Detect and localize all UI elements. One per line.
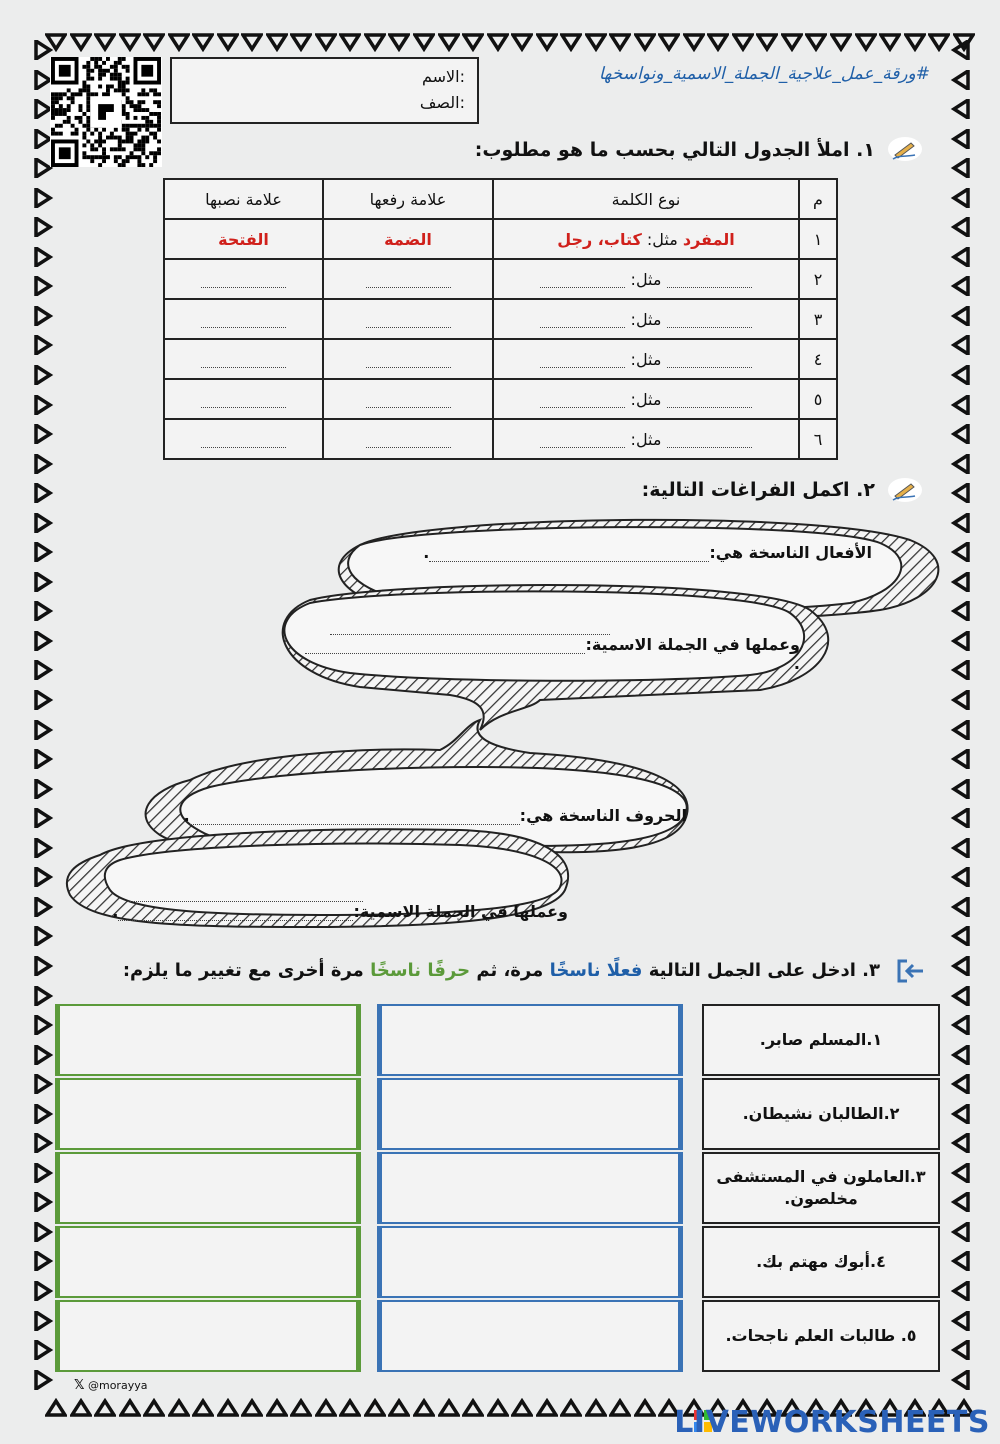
border-triangle (364, 32, 386, 52)
x-logo-icon: 𝕏 (74, 1378, 85, 1393)
border-triangle (32, 335, 54, 355)
top-border (45, 32, 975, 56)
border-triangle (32, 572, 54, 592)
verb-answer-box[interactable] (377, 1226, 683, 1298)
qr-code (50, 57, 162, 167)
table-row: ٤ مثل: (164, 339, 837, 379)
border-triangle (950, 1251, 972, 1271)
border-triangle (950, 1311, 972, 1331)
sentence-box: ٣.العاملون في المستشفى مخلصون. (702, 1152, 940, 1224)
border-triangle (32, 1074, 54, 1094)
pencil-icon (885, 135, 925, 163)
raf-blank[interactable] (366, 353, 451, 368)
border-triangle (290, 1398, 312, 1418)
border-triangle (32, 631, 54, 651)
border-triangle (32, 1192, 54, 1212)
border-triangle (70, 32, 92, 52)
border-triangle (339, 1398, 361, 1418)
border-triangle (950, 1370, 972, 1390)
border-triangle (32, 808, 54, 828)
border-triangle (950, 483, 972, 503)
nasb-blank[interactable] (201, 353, 286, 368)
border-triangle (32, 779, 54, 799)
border-triangle (950, 1222, 972, 1242)
header-num: م (799, 179, 837, 219)
border-triangle (32, 1222, 54, 1242)
author-handle: 𝕏 @morayya (70, 1378, 151, 1393)
border-triangle (781, 32, 803, 52)
border-triangle (32, 217, 54, 237)
example-blank[interactable] (540, 273, 625, 288)
border-triangle (241, 1398, 263, 1418)
border-triangle (950, 1074, 972, 1094)
border-triangle (830, 32, 852, 52)
border-triangle (950, 631, 972, 651)
nasb-answer[interactable]: الفتحة (218, 229, 269, 249)
border-triangle (32, 867, 54, 887)
border-triangle (950, 542, 972, 562)
border-triangle (32, 395, 54, 415)
letter-answer-box[interactable] (55, 1226, 361, 1298)
border-triangle (462, 1398, 484, 1418)
bubble-3: الحروف الناسخة هي:. (183, 806, 687, 825)
header-type: نوع الكلمة (493, 179, 799, 219)
border-triangle (32, 838, 54, 858)
q3-title: ٣. ادخل على الجمل التالية فعلًا ناسخًا مرة، ثم حرفًا ناسخًا مرة أخرى مع تغيير ما يلزم: (122, 960, 880, 981)
nasb-blank[interactable] (201, 433, 286, 448)
border-triangle (950, 1192, 972, 1212)
border-triangle (32, 276, 54, 296)
raf-blank[interactable] (366, 313, 451, 328)
verbs-effect-blank-1[interactable] (330, 624, 610, 635)
border-triangle (70, 1398, 92, 1418)
border-triangle (634, 1398, 656, 1418)
border-triangle (32, 1251, 54, 1271)
border-triangle (904, 32, 926, 52)
border-triangle (609, 32, 631, 52)
border-triangle (805, 32, 827, 52)
liveworksheets-brand: LIVEWORKSHEETS (674, 1405, 990, 1440)
border-triangle (339, 32, 361, 52)
border-triangle (732, 32, 754, 52)
border-triangle (950, 188, 972, 208)
q1-table (163, 178, 838, 460)
border-triangle (536, 1398, 558, 1418)
border-triangle (950, 1133, 972, 1153)
sentence-box: ٤.أبوك مهتم بك. (702, 1226, 940, 1298)
border-triangle (950, 1163, 972, 1183)
border-triangle (32, 601, 54, 621)
border-triangle (950, 247, 972, 267)
border-triangle (32, 1281, 54, 1301)
type-blank[interactable] (667, 313, 752, 328)
example-answer[interactable]: كتاب، رجل (557, 229, 642, 249)
border-triangle (950, 454, 972, 474)
border-triangle (143, 1398, 165, 1418)
left-border (32, 40, 56, 1390)
speech-bubbles (60, 515, 940, 935)
border-triangle (438, 32, 460, 52)
border-triangle (536, 32, 558, 52)
raf-answer[interactable]: الضمة (384, 229, 432, 249)
border-triangle (756, 32, 778, 52)
border-triangle (192, 1398, 214, 1418)
border-triangle (950, 276, 972, 296)
verbs-effect-blank-2[interactable] (305, 643, 585, 654)
border-triangle (413, 1398, 435, 1418)
border-triangle (290, 32, 312, 52)
example-blank[interactable] (540, 393, 625, 408)
letter-answer-box[interactable] (55, 1152, 361, 1224)
nasb-blank[interactable] (201, 313, 286, 328)
border-triangle (32, 1370, 54, 1390)
border-triangle (879, 32, 901, 52)
type-cell: المفرد مثل: كتاب، رجل (493, 219, 799, 259)
border-triangle (388, 32, 410, 52)
letter-answer-box[interactable] (55, 1004, 361, 1076)
border-triangle (950, 1015, 972, 1035)
verb-answer-box[interactable] (377, 1078, 683, 1150)
border-triangle (94, 1398, 116, 1418)
border-triangle (32, 1015, 54, 1035)
type-answer[interactable]: المفرد (682, 229, 735, 249)
table-row: ٥ مثل: (164, 379, 837, 419)
letters-effect-blank-2[interactable] (118, 910, 353, 921)
border-triangle (585, 1398, 607, 1418)
border-triangle (217, 32, 239, 52)
border-triangle (315, 1398, 337, 1418)
letters-effect-blank-1[interactable] (128, 891, 363, 902)
letter-answer-box[interactable] (55, 1078, 361, 1150)
border-triangle (119, 1398, 141, 1418)
border-triangle (707, 32, 729, 52)
border-triangle (950, 660, 972, 680)
border-triangle (32, 247, 54, 267)
border-triangle (928, 32, 950, 52)
border-triangle (32, 1340, 54, 1360)
border-triangle (364, 1398, 386, 1418)
border-triangle (950, 129, 972, 149)
border-triangle (950, 365, 972, 385)
bubble-4: وعملها في الجملة الاسمية:. (98, 883, 568, 921)
border-triangle (950, 217, 972, 237)
border-triangle (32, 454, 54, 474)
border-triangle (511, 1398, 533, 1418)
verb-answer-box[interactable] (377, 1300, 683, 1372)
type-blank[interactable] (667, 353, 752, 368)
name-label: الاسم: (421, 67, 465, 86)
border-triangle (855, 32, 877, 52)
border-triangle (950, 1281, 972, 1301)
sentence-box: ٥. طالبات العلم ناجحات. (702, 1300, 940, 1372)
type-blank[interactable] (667, 273, 752, 288)
border-triangle (950, 749, 972, 769)
border-triangle (32, 483, 54, 503)
border-triangle (609, 1398, 631, 1418)
border-triangle (634, 32, 656, 52)
table-row: ١ المفرد مثل: كتاب، رجل الضمة الفتحة (164, 219, 837, 259)
border-triangle (683, 32, 705, 52)
class-label: الصف: (419, 93, 465, 112)
border-triangle (32, 956, 54, 976)
right-border (950, 40, 974, 1390)
type-blank[interactable] (667, 433, 752, 448)
raf-blank[interactable] (366, 393, 451, 408)
border-triangle (119, 32, 141, 52)
border-triangle (950, 720, 972, 740)
border-triangle (192, 32, 214, 52)
border-triangle (32, 188, 54, 208)
border-triangle (32, 1045, 54, 1065)
border-triangle (950, 70, 972, 90)
border-triangle (32, 365, 54, 385)
border-triangle (950, 572, 972, 592)
border-triangle (32, 690, 54, 710)
border-triangle (32, 306, 54, 326)
table-row: ٦ مثل: (164, 419, 837, 459)
border-triangle (32, 513, 54, 533)
border-triangle (950, 986, 972, 1006)
border-triangle (217, 1398, 239, 1418)
pencil-icon (885, 476, 925, 504)
table-row: ٢ مثل: (164, 259, 837, 299)
border-triangle (32, 1133, 54, 1153)
q1-title: ١. املأ الجدول التالي بحسب ما هو مطلوب: (474, 139, 875, 161)
border-triangle (462, 32, 484, 52)
bubble-1: الأفعال الناسخة هي:. (423, 543, 872, 562)
border-triangle (950, 40, 972, 60)
verbs-blank[interactable] (429, 551, 709, 562)
border-triangle (94, 32, 116, 52)
border-triangle (950, 601, 972, 621)
border-triangle (32, 424, 54, 444)
border-triangle (950, 513, 972, 533)
border-triangle (950, 690, 972, 710)
border-triangle (315, 32, 337, 52)
border-triangle (950, 335, 972, 355)
border-triangle (32, 720, 54, 740)
border-triangle (585, 32, 607, 52)
border-triangle (266, 32, 288, 52)
verb-answer-box[interactable] (377, 1004, 683, 1076)
raf-blank[interactable] (366, 273, 451, 288)
border-triangle (32, 1104, 54, 1124)
border-triangle (658, 32, 680, 52)
example-blank[interactable] (540, 353, 625, 368)
border-triangle (950, 99, 972, 119)
border-triangle (168, 32, 190, 52)
border-triangle (950, 424, 972, 444)
border-triangle (487, 32, 509, 52)
border-triangle (950, 306, 972, 326)
arrow-into-box-icon (893, 957, 925, 985)
border-triangle (32, 926, 54, 946)
example-blank[interactable] (540, 313, 625, 328)
verb-answer-box[interactable] (377, 1152, 683, 1224)
border-triangle (950, 838, 972, 858)
q2-title: ٢. اكمل الفراغات التالية: (641, 479, 875, 501)
border-triangle (560, 32, 582, 52)
border-triangle (950, 779, 972, 799)
border-triangle (241, 32, 263, 52)
border-triangle (32, 986, 54, 1006)
border-triangle (950, 926, 972, 946)
border-triangle (45, 1398, 67, 1418)
border-triangle (32, 660, 54, 680)
border-triangle (950, 808, 972, 828)
border-triangle (950, 395, 972, 415)
border-triangle (32, 542, 54, 562)
header-raf: علامة رفعها (323, 179, 493, 219)
border-triangle (950, 867, 972, 887)
border-triangle (388, 1398, 410, 1418)
border-triangle (143, 32, 165, 52)
border-triangle (950, 1104, 972, 1124)
nasb-blank[interactable] (201, 393, 286, 408)
sentence-box: ١.المسلم صابر. (702, 1004, 940, 1076)
name-class-box (170, 57, 479, 124)
border-triangle (32, 749, 54, 769)
type-blank[interactable] (667, 393, 752, 408)
border-triangle (560, 1398, 582, 1418)
table-row: ٣ مثل: (164, 299, 837, 339)
example-blank[interactable] (540, 433, 625, 448)
border-triangle (511, 32, 533, 52)
border-triangle (950, 158, 972, 178)
border-triangle (950, 956, 972, 976)
sentence-box: ٢.الطالبان نشيطان. (702, 1078, 940, 1150)
border-triangle (32, 1311, 54, 1331)
raf-blank[interactable] (366, 433, 451, 448)
worksheet-hashtag: #ورقة_عمل_علاجية_الجملة_الاسمية_ونواسخها (598, 64, 930, 84)
letters-blank[interactable] (190, 814, 520, 825)
header-nasb: علامة نصبها (164, 179, 323, 219)
border-triangle (266, 1398, 288, 1418)
border-triangle (32, 897, 54, 917)
border-triangle (168, 1398, 190, 1418)
nasb-blank[interactable] (201, 273, 286, 288)
border-triangle (413, 32, 435, 52)
border-triangle (950, 1045, 972, 1065)
border-triangle (950, 1340, 972, 1360)
border-triangle (32, 1163, 54, 1183)
border-triangle (487, 1398, 509, 1418)
border-triangle (950, 897, 972, 917)
border-triangle (438, 1398, 460, 1418)
bubble-2: وعملها في الجملة الاسمية:. (300, 616, 800, 673)
letter-answer-box[interactable] (55, 1300, 361, 1372)
